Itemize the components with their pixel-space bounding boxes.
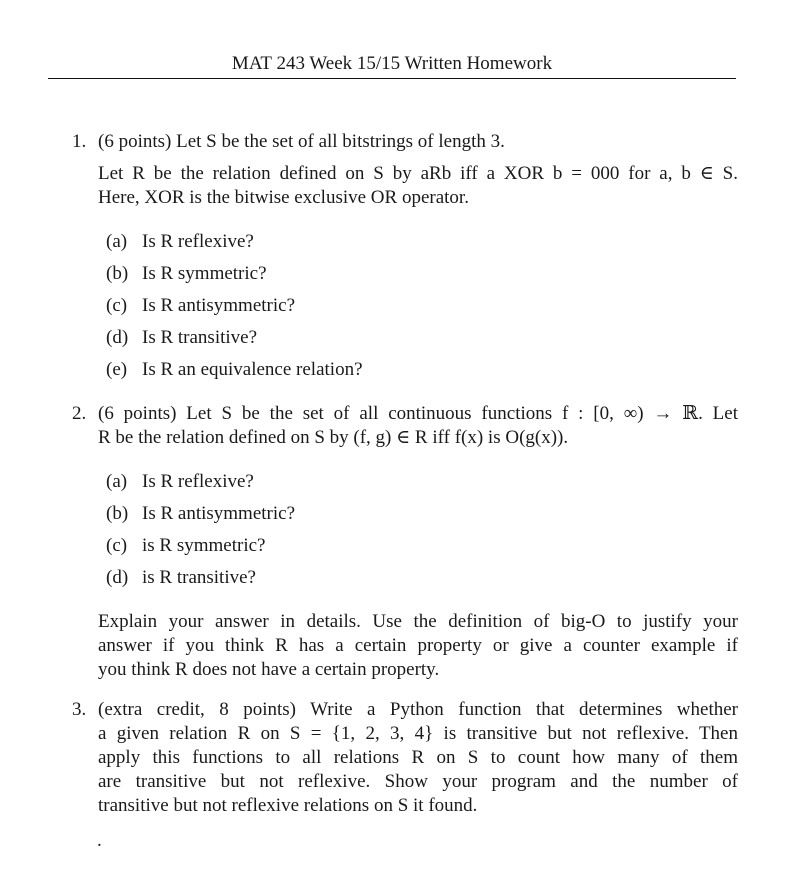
problem-1-part-a — [106, 230, 254, 254]
problem-2-part-d — [106, 566, 256, 590]
problem-3-body — [98, 698, 738, 818]
part-label: (c) — [106, 535, 128, 556]
problem-3-body-line-3: apply this functions to all relations R on S to count how many of them — [98, 747, 738, 768]
problem-1-body-line-1: Let R be the relation defined on S by aRb iff a XOR b = 000 for a, b ∈ S. — [98, 163, 738, 184]
trailing-mark: . — [97, 830, 102, 851]
part-label: (a) — [106, 231, 128, 252]
part-text: Is R reflexive? — [142, 471, 254, 492]
problem-1-part-b — [106, 262, 267, 286]
part-text: is R symmetric? — [142, 535, 266, 556]
problem-1-body-line-2: Here, XOR is the bitwise exclusive OR operator. — [98, 187, 469, 208]
explanation-line-1: Explain your answer in details. Use the definition of big-O to justify your — [98, 611, 738, 632]
document-title: MAT 243 Week 15/15 Written Homework — [231, 53, 553, 74]
explanation-line-2: answer if you think R has a certain property or give a counter example if — [98, 635, 738, 656]
part-label: (a) — [106, 471, 128, 492]
part-text: Is R an equivalence relation? — [142, 359, 363, 380]
problem-3-body-line-4: are transitive but not reflexive. Show your program and the number of — [98, 771, 738, 792]
problem-1-part-e — [106, 358, 363, 382]
problem-2-part-b — [106, 502, 295, 526]
part-text: Is R reflexive? — [142, 231, 254, 252]
problem-3-body-line-2: a given relation R on S = {1, 2, 3, 4} is transitive but not reflexive. Then — [98, 723, 738, 744]
problem-2-part-a — [106, 470, 254, 494]
problem-1-part-d — [106, 326, 257, 350]
problem-2-body-line-1: (6 points) Let S be the set of all continuous functions f : [0, ∞) → ℝ. Let — [98, 403, 738, 424]
problem-2-number: 2. — [72, 403, 87, 424]
explanation-line-3: you think R does not have a certain property. — [98, 659, 440, 680]
part-text: Is R symmetric? — [142, 263, 267, 284]
problem-1-intro-line: (6 points) Let S be the set of all bitstrings of length 3. — [98, 131, 505, 152]
problem-2-body — [98, 402, 738, 450]
part-text: is R transitive? — [142, 567, 256, 588]
part-label: (b) — [106, 503, 129, 524]
problem-1-intro — [98, 130, 738, 154]
part-label: (c) — [106, 295, 128, 316]
problem-1-body — [98, 162, 738, 210]
problem-2-explanation — [98, 610, 738, 682]
part-text: Is R antisymmetric? — [142, 503, 296, 524]
problem-1-number: 1. — [72, 131, 87, 152]
problem-3-body-line-5: transitive but not reflexive relations on S it found. — [98, 795, 478, 816]
problem-2-body-line-2: R be the relation defined on S by (f, g) ∈ R iff f(x) is O(g(x)). — [98, 427, 569, 448]
problem-2-part-c — [106, 534, 265, 558]
part-label: (d) — [106, 327, 129, 348]
part-text: Is R transitive? — [142, 327, 258, 348]
part-label: (d) — [106, 567, 129, 588]
problem-1-part-c — [106, 294, 295, 318]
part-label: (b) — [106, 263, 129, 284]
part-text: Is R antisymmetric? — [142, 295, 296, 316]
part-label: (e) — [106, 359, 128, 380]
header-rule — [48, 78, 736, 79]
problem-3-number: 3. — [72, 699, 87, 720]
problem-3-body-line-1: (extra credit, 8 points) Write a Python function that determines whether — [98, 699, 738, 720]
